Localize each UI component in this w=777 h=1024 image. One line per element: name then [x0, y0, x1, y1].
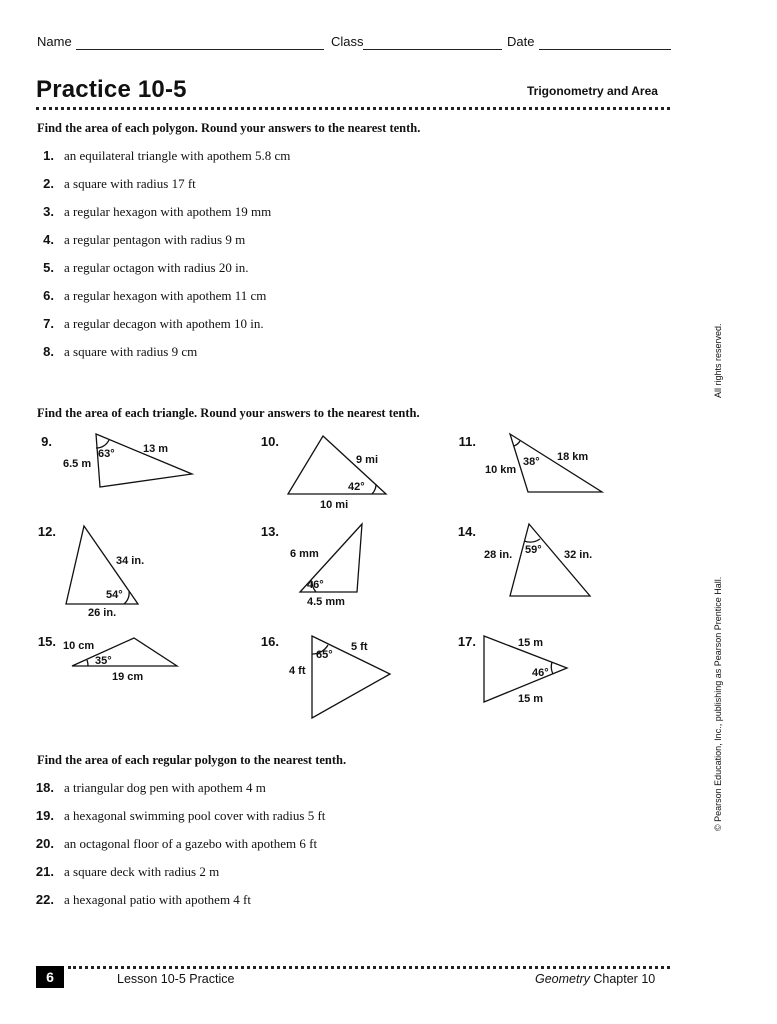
figure-10-label: 10 mi: [320, 499, 349, 511]
figure-12-label: 26 in.: [88, 607, 117, 619]
footer-divider: [68, 966, 670, 969]
figure-number: 16.: [260, 634, 279, 649]
figure-number: 15.: [37, 634, 56, 649]
figure-number: 17.: [457, 634, 476, 649]
book-chapter: Chapter 10: [593, 972, 656, 986]
figure-16-angle: 65°: [316, 649, 333, 661]
figure-14-label: 28 in.: [484, 549, 513, 561]
rights-note: All rights reserved.: [713, 323, 723, 398]
section2-instruction: Find the area of each triangle. Round your answers to the nearest tenth.: [37, 406, 420, 420]
figure-13-label: 6 mm: [290, 548, 319, 560]
footer-lesson: Lesson 10-5 Practice: [117, 972, 235, 986]
figure-14-label: 32 in.: [564, 549, 593, 561]
angle-arc-9: [96, 440, 109, 448]
footer-book: [535, 972, 655, 986]
question-number: 5.: [43, 260, 54, 275]
figure-13-angle: 46°: [307, 579, 324, 591]
figure-9-angle: 63°: [98, 448, 115, 460]
figure-number: 14.: [457, 524, 476, 539]
question-number: 4.: [43, 232, 54, 247]
figure-15-label: 19 cm: [112, 671, 144, 683]
figure-10-angle: 42°: [348, 481, 365, 493]
date-label: Date: [507, 34, 535, 49]
figure-16-label: 5 ft: [351, 641, 368, 653]
section3-instruction: Find the area of each regular polygon to the nearest tenth.: [37, 753, 347, 767]
question-text: a square deck with radius 2 m: [64, 864, 220, 879]
figure-number: 9.: [41, 434, 52, 449]
figure-14-angle: 59°: [525, 544, 542, 556]
triangle-9: [96, 434, 192, 487]
figure-12-label: 34 in.: [116, 555, 145, 567]
figure-9-label: 6.5 m: [63, 458, 92, 470]
figure-10-label: 9 mi: [356, 454, 379, 466]
angle-arc-15: [87, 660, 88, 666]
name-label: Name: [37, 34, 72, 49]
book-title: Geometry: [535, 972, 590, 986]
figure-number: 12.: [37, 524, 56, 539]
section1-instruction: Find the area of each polygon. Round your answers to the nearest tenth.: [37, 121, 421, 135]
figure-15-label: 10 cm: [63, 640, 95, 652]
page-title: Practice 10-5: [36, 76, 187, 103]
question-number: 7.: [43, 316, 54, 331]
question-number: 6.: [43, 288, 54, 303]
question-text: an octagonal floor of a gazebo with apothem 6 ft: [64, 836, 318, 851]
figure-9-label: 13 m: [143, 443, 169, 455]
question-number: 8.: [43, 344, 54, 359]
question-number: 18.: [35, 780, 54, 795]
question-text: a regular decagon with apothem 10 in.: [64, 316, 264, 331]
question-text: a triangular dog pen with apothem 4 m: [64, 780, 266, 795]
question-number: 19.: [35, 808, 54, 823]
question-number: 1.: [43, 148, 54, 163]
figure-11-label: 18 km: [557, 451, 589, 463]
copyright-note: © Pearson Education, Inc., publishing as Pearson Prentice Hall.: [713, 576, 723, 831]
figure-11-label: 10 km: [485, 464, 517, 476]
question-text: a hexagonal swimming pool cover with radius 5 ft: [64, 808, 326, 823]
question-text: a square with radius 9 cm: [64, 344, 198, 359]
figure-12-angle: 54°: [106, 589, 123, 601]
page-subtitle: Trigonometry and Area: [527, 84, 658, 98]
angle-arc-10: [372, 484, 376, 494]
angle-arc-14: [524, 539, 540, 542]
figure-17-label: 15 m: [518, 637, 544, 649]
question-number: 21.: [35, 864, 54, 879]
figure-11-angle: 38°: [523, 456, 540, 468]
figure-number: 10.: [260, 434, 279, 449]
figure-number: 13.: [260, 524, 279, 539]
angle-arc-11: [514, 441, 520, 446]
angle-arc-17: [551, 662, 553, 674]
question-text: an equilateral triangle with apothem 5.8 cm: [64, 148, 291, 163]
question-text: a regular hexagon with apothem 19 mm: [64, 204, 272, 219]
question-number: 20.: [35, 836, 54, 851]
figure-16-label: 4 ft: [289, 665, 306, 677]
figure-13-label: 4.5 mm: [307, 596, 345, 608]
question-text: a hexagonal patio with apothem 4 ft: [64, 892, 252, 907]
question-text: a regular octagon with radius 20 in.: [64, 260, 249, 275]
figure-17-label: 15 m: [518, 693, 544, 705]
question-number: 3.: [43, 204, 54, 219]
class-label: Class: [331, 34, 364, 49]
figure-number: 11.: [458, 434, 476, 449]
question-text: a square with radius 17 ft: [64, 176, 196, 191]
figure-15-angle: 35°: [95, 655, 112, 667]
question-number: 22.: [35, 892, 54, 907]
figure-17-angle: 46°: [532, 667, 549, 679]
question-text: a regular pentagon with radius 9 m: [64, 232, 246, 247]
question-number: 2.: [43, 176, 54, 191]
angle-arc-12: [124, 591, 129, 604]
page-number: 6: [36, 966, 64, 988]
question-text: a regular hexagon with apothem 11 cm: [64, 288, 267, 303]
